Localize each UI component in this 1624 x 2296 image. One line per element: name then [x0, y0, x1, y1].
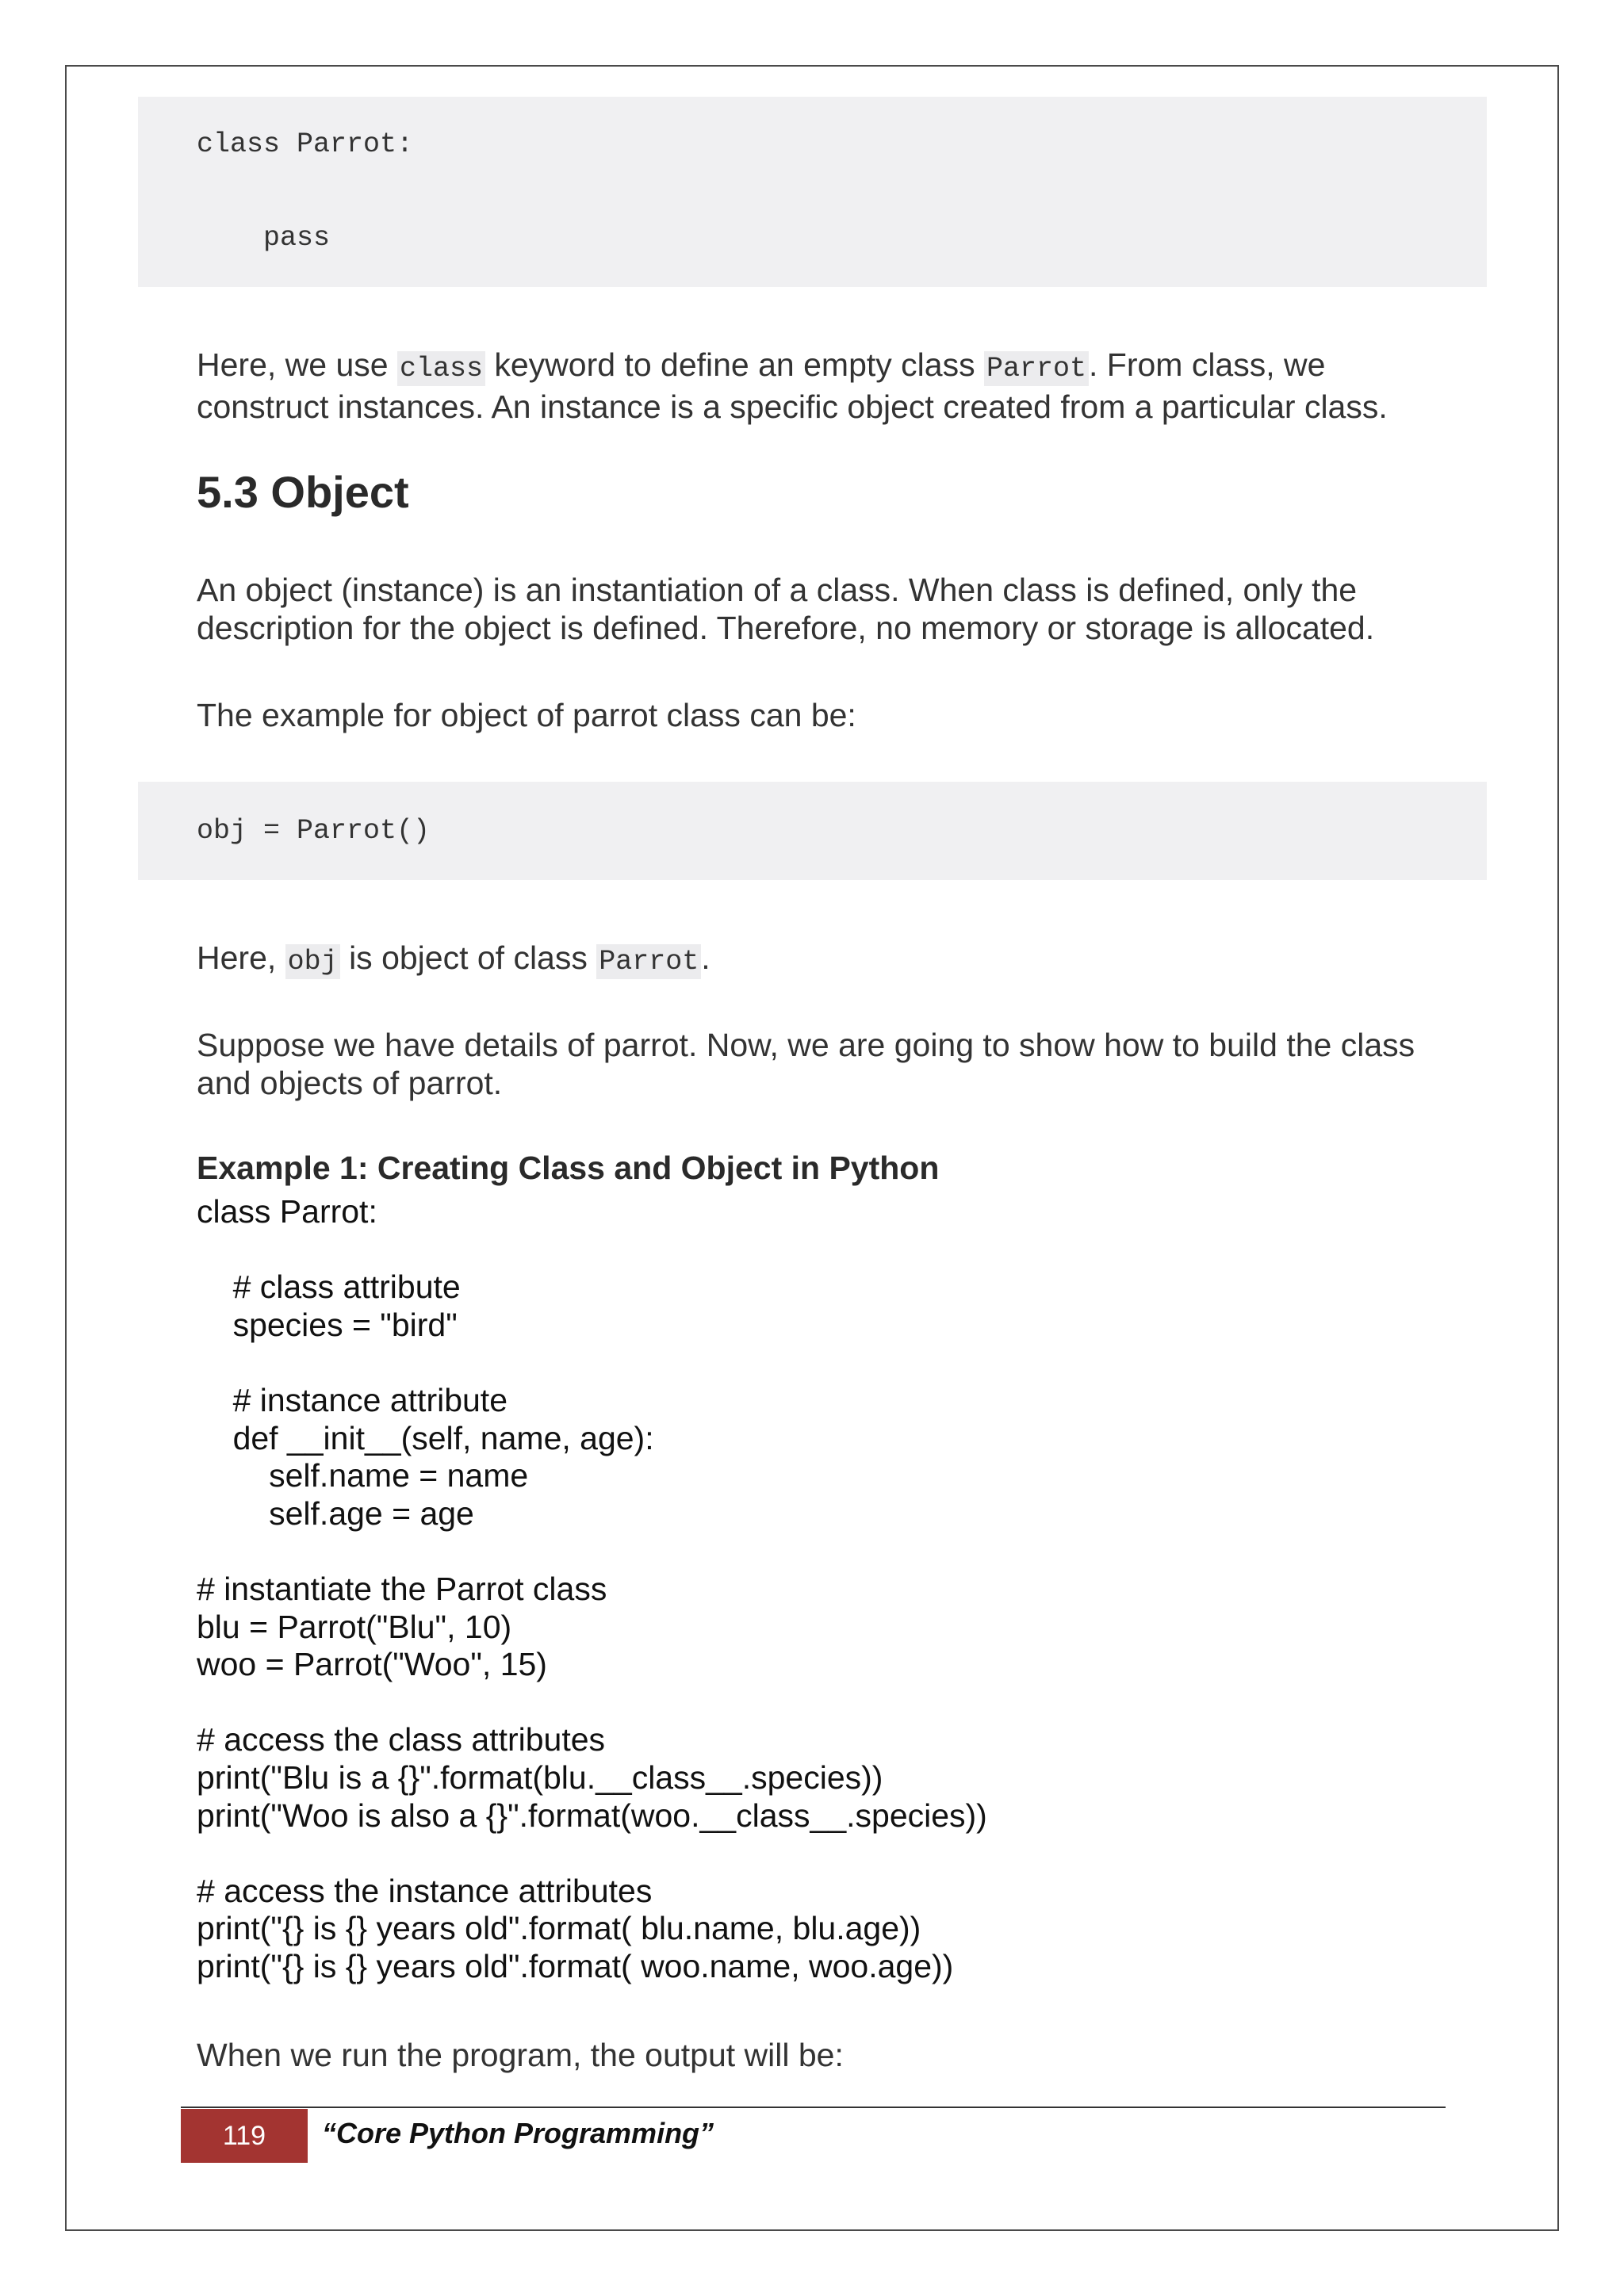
- code-line: obj = Parrot(): [197, 815, 431, 847]
- code-line: # instance attribute: [197, 1381, 508, 1418]
- code-line: class Parrot:: [197, 128, 414, 160]
- book-title: “Core Python Programming”: [322, 2117, 714, 2149]
- code-line: [197, 1835, 987, 1873]
- paragraph-class-intro: Here, we use class keyword to define an empty class Parrot. From class, we construct instances. An instance is a specific object created from a particular class.: [197, 346, 1388, 425]
- code-line: # instantiate the Parrot class: [197, 1570, 607, 1607]
- code-line: [197, 1231, 987, 1269]
- code-line: [197, 1684, 987, 1722]
- paragraph-obj-explanation: Here, obj is object of class Parrot.: [197, 939, 710, 978]
- page-number-badge: [181, 2109, 308, 2163]
- inline-code-obj: obj: [285, 944, 340, 979]
- code-line: print("Woo is also a {}".format(woo.__class__.species)): [197, 1797, 987, 1834]
- code-line: woo = Parrot("Woo", 15): [197, 1646, 547, 1683]
- code-line: print("{} is {} years old".format( woo.name, woo.age)): [197, 1947, 954, 1984]
- code-block-class-parrot: [138, 97, 1487, 287]
- example-code: [197, 1193, 987, 1985]
- paragraph-build-intro: Suppose we have details of parrot. Now, we are going to show how to build the class and objects of parrot.: [197, 1027, 1415, 1101]
- code-line: class Parrot:: [197, 1193, 377, 1230]
- code-line: # class attribute: [197, 1269, 461, 1306]
- code-line: [197, 1533, 987, 1571]
- code-line: def __init__(self, name, age):: [197, 1419, 654, 1456]
- code-block-obj: [138, 782, 1487, 880]
- footer-rule: [181, 2107, 1446, 2108]
- code-line: self.name = name: [197, 1457, 529, 1494]
- code-line: print("Blu is a {}".format(blu.__class__.species)): [197, 1758, 883, 1796]
- code-line: self.age = age: [197, 1494, 474, 1532]
- example-heading: Example 1: Creating Class and Object in Python: [197, 1150, 940, 1186]
- paragraph-output-intro: When we run the program, the output will be:: [197, 2037, 844, 2073]
- paragraph-object-example-intro: The example for object of parrot class can be:: [197, 697, 856, 733]
- code-line: blu = Parrot("Blu", 10): [197, 1608, 512, 1645]
- code-line: # access the class attributes: [197, 1721, 606, 1758]
- inline-code-parrot: Parrot: [596, 944, 701, 979]
- code-line: species = "bird": [197, 1306, 458, 1343]
- code-line: print("{} is {} years old".format( blu.name, blu.age)): [197, 1910, 921, 1947]
- section-heading: 5.3 Object: [197, 467, 409, 517]
- page-number: 119: [222, 2120, 266, 2151]
- code-line: # access the instance attributes: [197, 1872, 653, 1909]
- code-line: [197, 1344, 987, 1382]
- inline-code-class: class: [397, 351, 485, 386]
- paragraph-object-definition: An object (instance) is an instantiation of a class. When class is defined, only the description for the object is defined. Therefore, no memory or storage is allocated.: [197, 572, 1375, 646]
- code-line: pass: [197, 222, 331, 254]
- inline-code-parrot: Parrot: [984, 351, 1089, 386]
